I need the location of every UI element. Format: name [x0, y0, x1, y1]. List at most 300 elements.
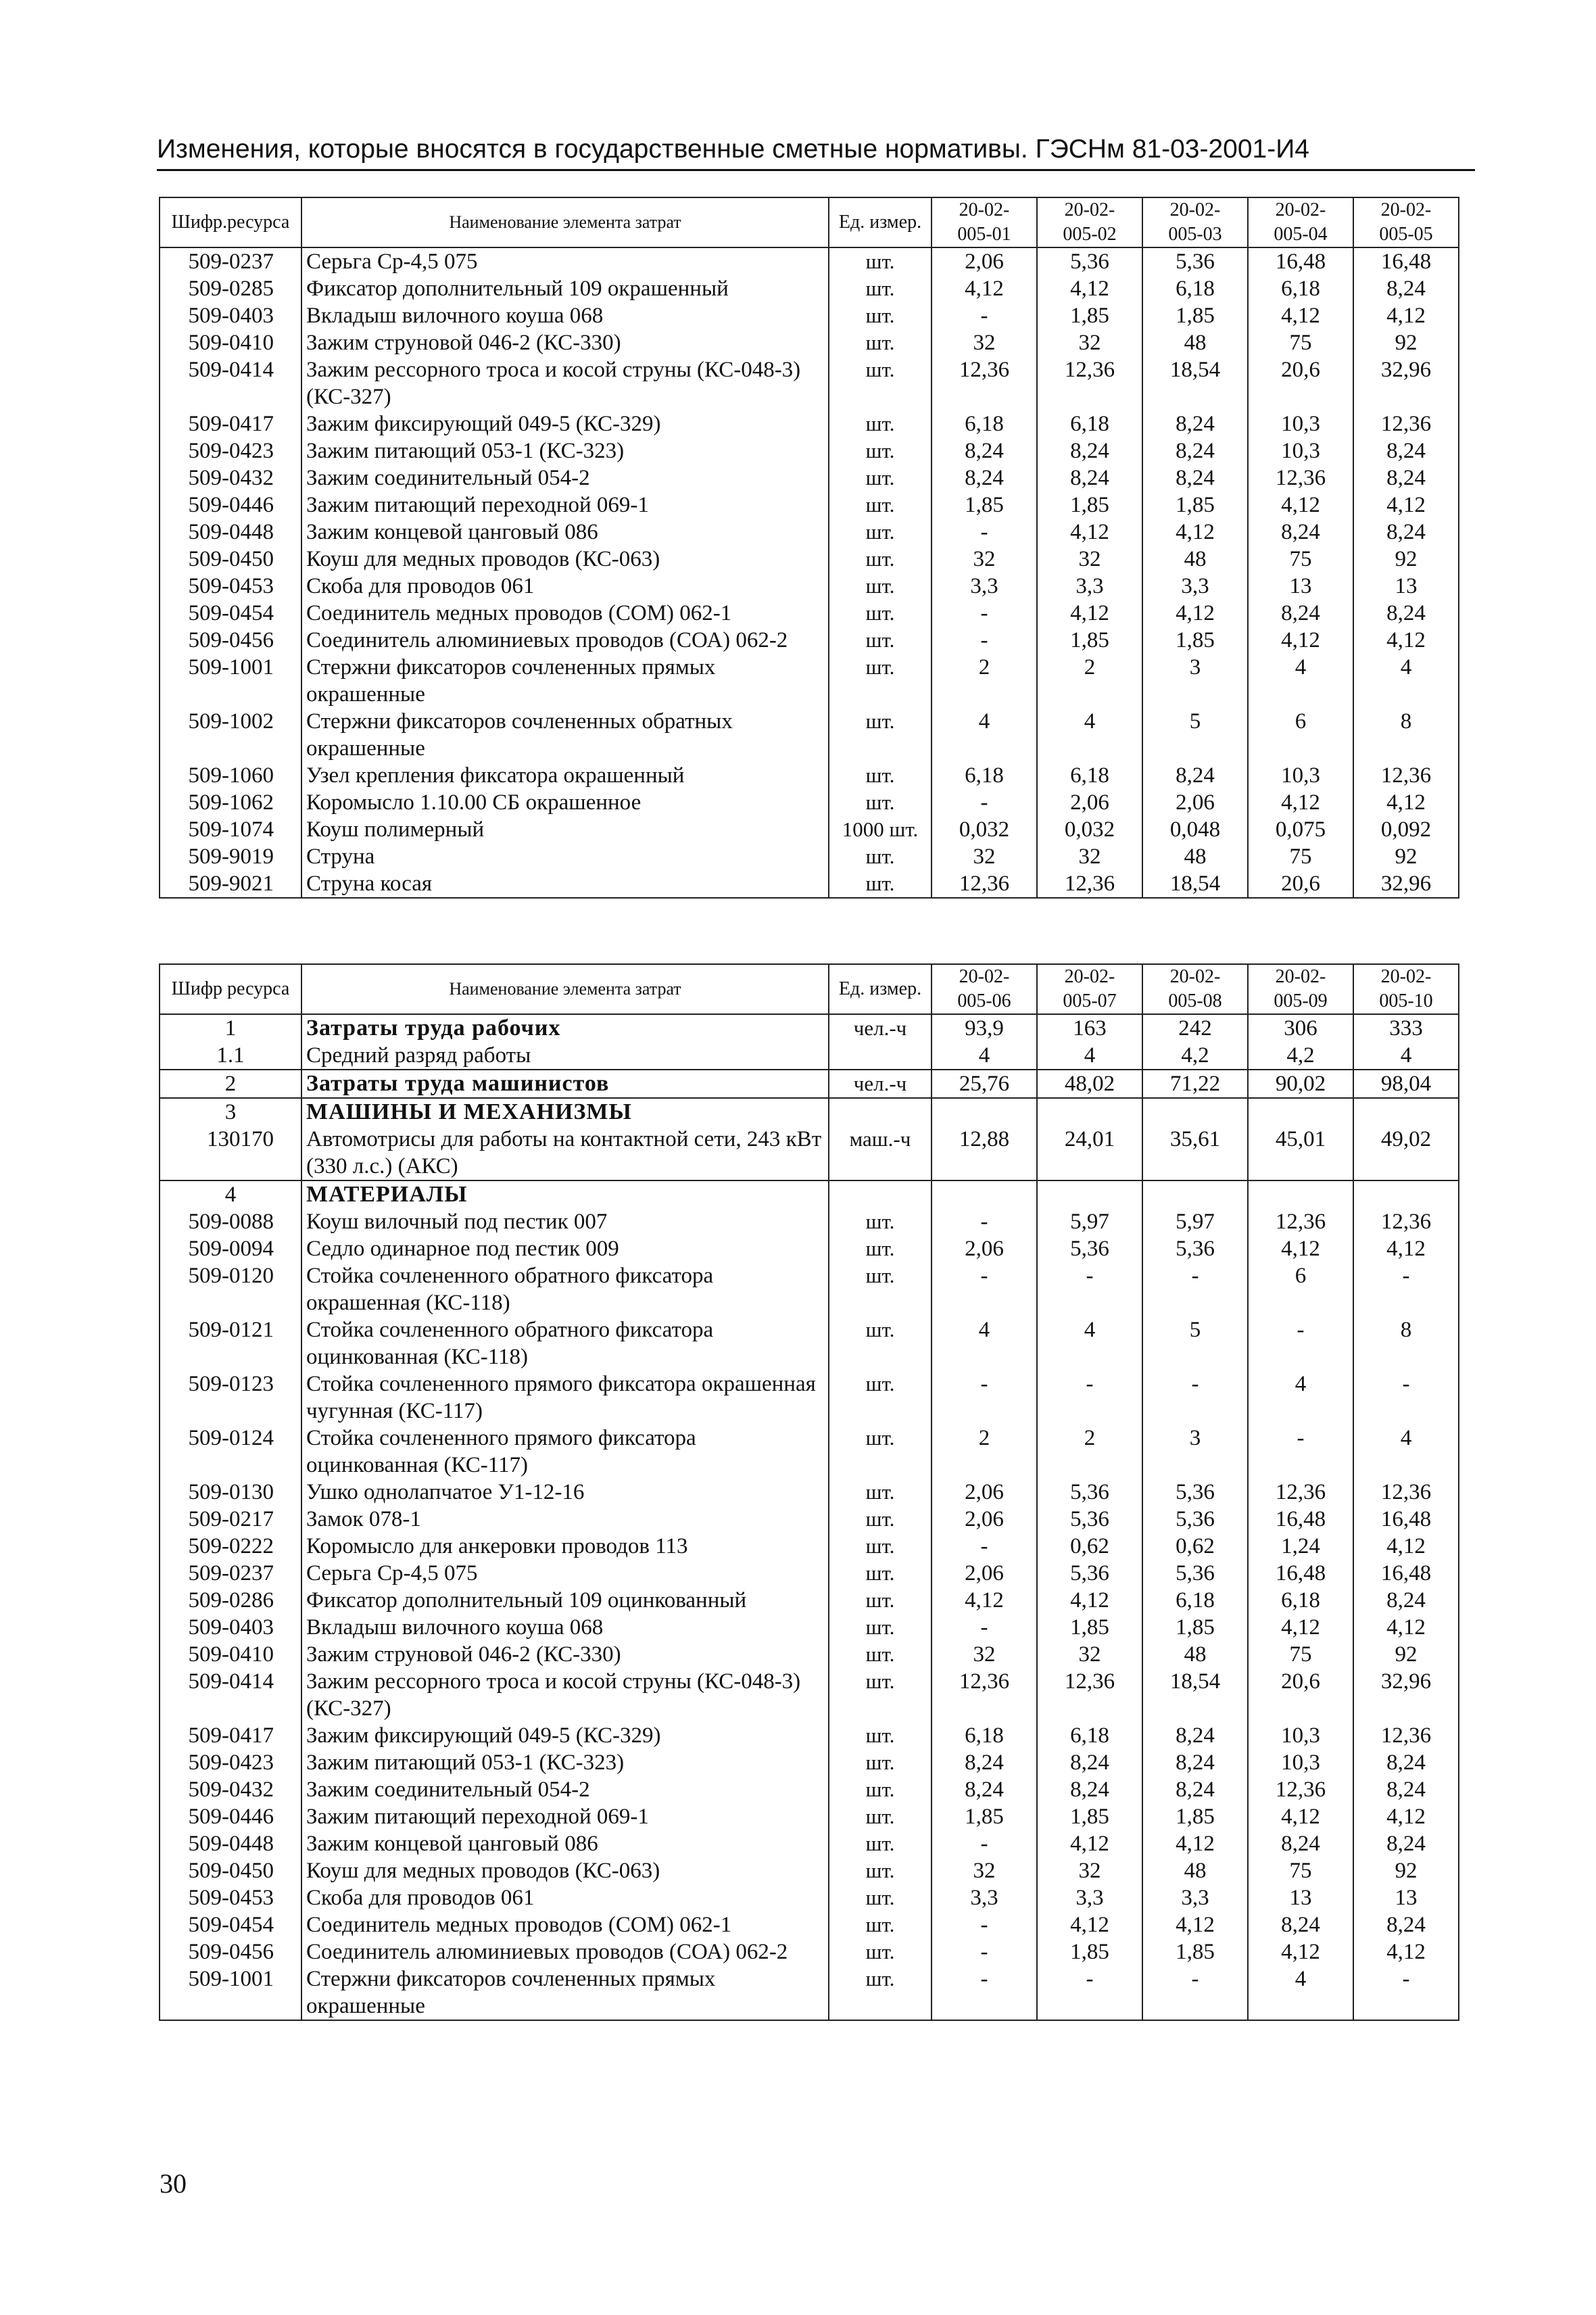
table-row — [160, 762, 1459, 789]
value-cell: 1,24 — [1248, 1533, 1353, 1560]
value-cell: 13 — [1353, 1884, 1459, 1911]
table-row — [160, 1042, 1459, 1070]
table-row — [160, 492, 1459, 519]
unit-cell: шт. — [829, 1830, 932, 1857]
cost-element-name-cell: Замок 078-1 — [301, 1506, 829, 1533]
table-row — [160, 1749, 1459, 1776]
cost-element-name-cell: Стержни фиксаторов сочлененных прямых окрашенные — [301, 1965, 829, 2020]
table-row — [160, 1506, 1459, 1533]
value-cell: 6 — [1248, 708, 1353, 762]
resource-code-cell: 2 — [160, 1070, 301, 1098]
unit-cell: шт. — [829, 1425, 932, 1479]
cost-element-name-cell: Соединитель медных проводов (СОМ) 062-1 — [301, 1911, 829, 1938]
value-cell — [1248, 1180, 1353, 1208]
value-cell: 6,18 — [932, 1722, 1037, 1749]
value-cell: 8,24 — [1142, 464, 1248, 492]
unit-cell: шт. — [829, 1938, 932, 1965]
value-cell: 4 — [1353, 1425, 1459, 1479]
cost-element-name-cell: Коуш полимерный — [301, 816, 829, 843]
value-cell: 4,12 — [1353, 1938, 1459, 1965]
column-header: 20-02- 005-02 — [1037, 197, 1142, 247]
cost-element-name-cell: Затраты труда рабочих — [301, 1014, 829, 1042]
value-cell: 4,12 — [1037, 519, 1142, 546]
value-cell: 0,62 — [1142, 1533, 1248, 1560]
table-row — [160, 1262, 1459, 1316]
column-header: 20-02- 005-09 — [1248, 964, 1353, 1014]
value-cell: 48 — [1142, 1857, 1248, 1884]
value-cell: 16,48 — [1353, 1506, 1459, 1533]
table-row — [160, 1938, 1459, 1965]
value-cell: 2,06 — [932, 247, 1037, 275]
table-row — [160, 627, 1459, 654]
unit-cell: шт. — [829, 708, 932, 762]
value-cell: 5,36 — [1142, 1235, 1248, 1262]
value-cell — [1353, 1180, 1459, 1208]
value-cell: 4,12 — [1353, 492, 1459, 519]
unit-cell: шт. — [829, 1316, 932, 1370]
table-row — [160, 600, 1459, 627]
cost-element-name-cell: Автомотрисы для работы на контактной сети, 243 кВт (330 л.с.) (АКС) — [301, 1126, 829, 1180]
resource-code-cell: 509-1001 — [160, 1965, 301, 2020]
value-cell: 16,48 — [1353, 1560, 1459, 1587]
value-cell: 18,54 — [1142, 356, 1248, 410]
cost-element-name-cell: Струна — [301, 843, 829, 870]
value-cell: 1,85 — [1037, 492, 1142, 519]
value-cell: 10,3 — [1248, 437, 1353, 464]
value-cell — [1142, 1180, 1248, 1208]
value-cell: - — [932, 519, 1037, 546]
resource-code-cell: 509-1002 — [160, 708, 301, 762]
value-cell: 75 — [1248, 1857, 1353, 1884]
unit-cell — [829, 1180, 932, 1208]
unit-cell: шт. — [829, 1884, 932, 1911]
table-row — [160, 573, 1459, 600]
table-row — [160, 708, 1459, 762]
value-cell: 8,24 — [1248, 1911, 1353, 1938]
resource-code-cell: 509-1062 — [160, 789, 301, 816]
cost-element-name-cell: Ушко однолапчатое У1-12-16 — [301, 1479, 829, 1506]
value-cell: 3 — [1142, 654, 1248, 708]
unit-cell: шт. — [829, 356, 932, 410]
value-cell: - — [1353, 1370, 1459, 1425]
table-row — [160, 410, 1459, 437]
value-cell: 12,36 — [932, 356, 1037, 410]
resource-code-cell: 4 — [160, 1180, 301, 1208]
unit-cell: шт. — [829, 1235, 932, 1262]
cost-element-name-cell: Серьга Ср-4,5 075 — [301, 247, 829, 275]
unit-cell: шт. — [829, 1262, 932, 1316]
cost-element-name-cell: Зажим фиксирующий 049-5 (КС-329) — [301, 1722, 829, 1749]
cost-element-name-cell: Коромысло 1.10.00 СБ окрашенное — [301, 789, 829, 816]
cost-element-name-cell: Зажим струновой 046-2 (КС-330) — [301, 329, 829, 356]
value-cell: 5,36 — [1037, 1560, 1142, 1587]
resource-code-cell: 509-0123 — [160, 1370, 301, 1425]
value-cell: 8,24 — [932, 1776, 1037, 1803]
resource-code-cell: 130170 — [160, 1126, 301, 1180]
value-cell: 4 — [932, 1042, 1037, 1070]
unit-cell: маш.-ч — [829, 1126, 932, 1180]
table-row — [160, 329, 1459, 356]
value-cell: 6,18 — [1037, 1722, 1142, 1749]
value-cell: 12,36 — [1353, 1479, 1459, 1506]
resource-code-cell: 509-0454 — [160, 600, 301, 627]
value-cell: 3 — [1142, 1425, 1248, 1479]
value-cell: 8,24 — [932, 464, 1037, 492]
value-cell: - — [1248, 1316, 1353, 1370]
unit-cell: шт. — [829, 1776, 932, 1803]
value-cell: 4,12 — [1248, 1938, 1353, 1965]
value-cell: 16,48 — [1248, 1560, 1353, 1587]
resource-code-cell: 509-0403 — [160, 1614, 301, 1641]
value-cell: 4,12 — [1037, 600, 1142, 627]
cost-element-name-cell: Вкладыш вилочного коуша 068 — [301, 1614, 829, 1641]
value-cell: 2,06 — [932, 1479, 1037, 1506]
value-cell: 75 — [1248, 843, 1353, 870]
value-cell: 0,62 — [1037, 1533, 1142, 1560]
cost-element-name-cell: Стойка сочлененного прямого фиксатора окрашенная чугунная (КС-117) — [301, 1370, 829, 1425]
resource-table-1 — [159, 197, 1459, 899]
unit-cell: шт. — [829, 1370, 932, 1425]
table-row — [160, 654, 1459, 708]
value-cell: - — [1142, 1370, 1248, 1425]
value-cell: - — [932, 1208, 1037, 1235]
value-cell: 8,24 — [932, 1749, 1037, 1776]
value-cell: 4,12 — [1353, 789, 1459, 816]
resource-code-cell: 509-0124 — [160, 1425, 301, 1479]
value-cell: 4 — [1248, 654, 1353, 708]
unit-cell: шт. — [829, 600, 932, 627]
unit-cell: шт. — [829, 247, 932, 275]
unit-cell: шт. — [829, 492, 932, 519]
table-row — [160, 1614, 1459, 1641]
value-cell: 48 — [1142, 1641, 1248, 1668]
value-cell: 20,6 — [1248, 870, 1353, 898]
value-cell: 1,85 — [1142, 1938, 1248, 1965]
value-cell: 1,85 — [1142, 1803, 1248, 1830]
unit-cell: шт. — [829, 1560, 932, 1587]
value-cell: 4 — [1037, 1316, 1142, 1370]
unit-cell: шт. — [829, 1208, 932, 1235]
value-cell: 16,48 — [1248, 1506, 1353, 1533]
value-cell: 4,12 — [1142, 1911, 1248, 1938]
table-row — [160, 1126, 1459, 1180]
cost-element-name-cell: Зажим питающий переходной 069-1 — [301, 1803, 829, 1830]
table-row — [160, 1776, 1459, 1803]
value-cell: 8,24 — [1037, 1749, 1142, 1776]
resource-code-cell: 509-0410 — [160, 1641, 301, 1668]
value-cell: 4,12 — [1353, 1614, 1459, 1641]
value-cell: 12,36 — [932, 870, 1037, 898]
value-cell: - — [932, 600, 1037, 627]
value-cell: 98,04 — [1353, 1070, 1459, 1098]
resource-code-cell: 509-0088 — [160, 1208, 301, 1235]
value-cell: 1,85 — [932, 1803, 1037, 1830]
table-row — [160, 519, 1459, 546]
value-cell: 4,12 — [1353, 1533, 1459, 1560]
value-cell: 3,3 — [932, 573, 1037, 600]
value-cell: 3,3 — [1142, 573, 1248, 600]
table-row — [160, 546, 1459, 573]
cost-element-name-cell: Коуш для медных проводов (КС-063) — [301, 1857, 829, 1884]
table-body — [160, 247, 1459, 898]
value-cell: 13 — [1248, 573, 1353, 600]
value-cell: 2 — [932, 1425, 1037, 1479]
value-cell: - — [1353, 1965, 1459, 2020]
table-row — [160, 870, 1459, 898]
resource-code-cell: 509-0120 — [160, 1262, 301, 1316]
value-cell: - — [932, 1965, 1037, 2020]
value-cell: 1,85 — [1142, 627, 1248, 654]
unit-cell: шт. — [829, 410, 932, 437]
table-row — [160, 1830, 1459, 1857]
value-cell: 1,85 — [1142, 302, 1248, 329]
table-row — [160, 1070, 1459, 1098]
column-header: Шифр.ресурса — [160, 197, 301, 247]
cost-element-name-cell: Зажим питающий 053-1 (КС-323) — [301, 437, 829, 464]
value-cell: 4,12 — [1248, 492, 1353, 519]
unit-cell: шт. — [829, 1668, 932, 1722]
value-cell: 6,18 — [1142, 1587, 1248, 1614]
value-cell: 45,01 — [1248, 1126, 1353, 1180]
unit-cell: шт. — [829, 1479, 932, 1506]
cost-element-name-cell: Зажим рессорного троса и косой струны (КС-048-3) (КС-327) — [301, 356, 829, 410]
value-cell: 1,85 — [1037, 627, 1142, 654]
cost-element-name-cell: Стойка сочлененного прямого фиксатора оцинкованная (КС-117) — [301, 1425, 829, 1479]
value-cell: 6 — [1248, 1262, 1353, 1316]
value-cell: 6,18 — [1037, 410, 1142, 437]
value-cell: 4,12 — [1248, 627, 1353, 654]
value-cell: 5 — [1142, 1316, 1248, 1370]
value-cell: 5,36 — [1142, 1560, 1248, 1587]
value-cell: 75 — [1248, 546, 1353, 573]
value-cell: 32 — [932, 329, 1037, 356]
value-cell: 6,18 — [1142, 275, 1248, 302]
column-header: Ед. измер. — [829, 197, 932, 247]
unit-cell: шт. — [829, 437, 932, 464]
page-number: 30 — [160, 2168, 187, 2199]
table-row — [160, 1370, 1459, 1425]
unit-cell: шт. — [829, 627, 932, 654]
resource-code-cell: 509-0432 — [160, 464, 301, 492]
value-cell: 12,88 — [932, 1126, 1037, 1180]
cost-element-name-cell: Зажим концевой цанговый 086 — [301, 1830, 829, 1857]
cost-element-name-cell: Зажим рессорного троса и косой струны (КС-048-3) (КС-327) — [301, 1668, 829, 1722]
value-cell: 10,3 — [1248, 762, 1353, 789]
cost-element-name-cell: Зажим питающий переходной 069-1 — [301, 492, 829, 519]
value-cell: 8,24 — [932, 437, 1037, 464]
value-cell: 8,24 — [1142, 410, 1248, 437]
value-cell: 13 — [1248, 1884, 1353, 1911]
cost-element-name-cell: Средний разряд работы — [301, 1042, 829, 1070]
value-cell — [1248, 1098, 1353, 1126]
value-cell: 4,12 — [1353, 1235, 1459, 1262]
cost-element-name-cell: Коромысло для анкеровки проводов 113 — [301, 1533, 829, 1560]
resource-code-cell: 509-0130 — [160, 1479, 301, 1506]
cost-element-name-cell: Затраты труда машинистов — [301, 1070, 829, 1098]
value-cell: 4 — [1037, 1042, 1142, 1070]
value-cell: 32 — [1037, 843, 1142, 870]
unit-cell: шт. — [829, 1722, 932, 1749]
table-row — [160, 1884, 1459, 1911]
value-cell: 8,24 — [1353, 275, 1459, 302]
column-header: 20-02- 005-05 — [1353, 197, 1459, 247]
value-cell: 1,85 — [932, 492, 1037, 519]
value-cell: 2,06 — [1037, 789, 1142, 816]
resource-code-cell: 509-0285 — [160, 275, 301, 302]
value-cell: 5,36 — [1142, 1479, 1248, 1506]
value-cell: 2,06 — [1142, 789, 1248, 816]
value-cell: 16,48 — [1248, 247, 1353, 275]
table-row — [160, 843, 1459, 870]
value-cell: 5,36 — [1142, 1506, 1248, 1533]
value-cell: 32,96 — [1353, 1668, 1459, 1722]
table-row — [160, 1965, 1459, 2020]
resource-code-cell: 509-0414 — [160, 1668, 301, 1722]
table-row — [160, 1479, 1459, 1506]
unit-cell: шт. — [829, 464, 932, 492]
value-cell: 12,36 — [1353, 1208, 1459, 1235]
unit-cell: шт. — [829, 302, 932, 329]
cost-element-name-cell: Зажим фиксирующий 049-5 (КС-329) — [301, 410, 829, 437]
value-cell — [1037, 1180, 1142, 1208]
resource-code-cell: 509-0453 — [160, 573, 301, 600]
value-cell: 5 — [1142, 708, 1248, 762]
cost-element-name-cell: Коуш вилочный под пестик 007 — [301, 1208, 829, 1235]
value-cell: 32 — [1037, 546, 1142, 573]
resource-code-cell: 509-1074 — [160, 816, 301, 843]
value-cell — [932, 1180, 1037, 1208]
value-cell: 8,24 — [1248, 1830, 1353, 1857]
column-header: 20-02- 005-06 — [932, 964, 1037, 1014]
table-row — [160, 1857, 1459, 1884]
resource-code-cell: 1.1 — [160, 1042, 301, 1070]
value-cell: 3,3 — [1037, 1884, 1142, 1911]
value-cell: 8,24 — [1037, 437, 1142, 464]
value-cell: 4 — [932, 708, 1037, 762]
unit-cell: 1000 шт. — [829, 816, 932, 843]
cost-element-name-cell: Коуш для медных проводов (КС-063) — [301, 546, 829, 573]
table-row — [160, 1560, 1459, 1587]
value-cell: 2 — [932, 654, 1037, 708]
resource-code-cell: 509-0448 — [160, 1830, 301, 1857]
table-body — [160, 1014, 1459, 2020]
value-cell: - — [1248, 1425, 1353, 1479]
resource-code-cell: 509-0403 — [160, 302, 301, 329]
value-cell: - — [932, 1533, 1037, 1560]
value-cell: - — [932, 1938, 1037, 1965]
resource-code-cell: 509-0217 — [160, 1506, 301, 1533]
value-cell: 8,24 — [1353, 464, 1459, 492]
value-cell: 25,76 — [932, 1070, 1037, 1098]
cost-element-name-cell: Фиксатор дополнительный 109 оцинкованный — [301, 1587, 829, 1614]
value-cell: 92 — [1353, 1857, 1459, 1884]
resource-code-cell: 509-0094 — [160, 1235, 301, 1262]
value-cell: 1,85 — [1037, 1938, 1142, 1965]
table-row — [160, 1208, 1459, 1235]
value-cell — [1142, 1098, 1248, 1126]
column-header: 20-02- 005-01 — [932, 197, 1037, 247]
value-cell: 3,3 — [1142, 1884, 1248, 1911]
unit-cell: шт. — [829, 1803, 932, 1830]
unit-cell: шт. — [829, 519, 932, 546]
unit-cell: шт. — [829, 546, 932, 573]
resource-code-cell: 509-0417 — [160, 410, 301, 437]
resource-code-cell: 509-0414 — [160, 356, 301, 410]
value-cell: 333 — [1353, 1014, 1459, 1042]
resource-code-cell: 509-0121 — [160, 1316, 301, 1370]
table-row — [160, 1316, 1459, 1370]
value-cell: 4,12 — [1142, 600, 1248, 627]
value-cell: 8 — [1353, 1316, 1459, 1370]
cost-element-name-cell: Скоба для проводов 061 — [301, 573, 829, 600]
resource-code-cell: 3 — [160, 1098, 301, 1126]
value-cell: 20,6 — [1248, 1668, 1353, 1722]
value-cell: 5,36 — [1037, 247, 1142, 275]
cost-element-name-cell: Стержни фиксаторов сочлененных обратных окрашенные — [301, 708, 829, 762]
value-cell: 4,12 — [1037, 1830, 1142, 1857]
value-cell: 8,24 — [1142, 1722, 1248, 1749]
cost-element-name-cell: Соединитель медных проводов (СОМ) 062-1 — [301, 600, 829, 627]
value-cell: 18,54 — [1142, 870, 1248, 898]
table-row — [160, 275, 1459, 302]
value-cell: 90,02 — [1248, 1070, 1353, 1098]
unit-cell: шт. — [829, 843, 932, 870]
resource-code-cell: 509-0410 — [160, 329, 301, 356]
unit-cell: шт. — [829, 870, 932, 898]
value-cell: 10,3 — [1248, 1722, 1353, 1749]
value-cell: 12,36 — [1248, 464, 1353, 492]
value-cell: 20,6 — [1248, 356, 1353, 410]
resource-code-cell: 509-0456 — [160, 1938, 301, 1965]
value-cell — [1037, 1098, 1142, 1126]
value-cell: 306 — [1248, 1014, 1353, 1042]
value-cell: - — [932, 302, 1037, 329]
value-cell: 3,3 — [932, 1884, 1037, 1911]
value-cell: 1,85 — [1037, 1803, 1142, 1830]
value-cell: 4,12 — [1353, 627, 1459, 654]
cost-element-name-cell: МАШИНЫ И МЕХАНИЗМЫ — [301, 1098, 829, 1126]
value-cell: 48 — [1142, 843, 1248, 870]
resource-code-cell: 509-0456 — [160, 627, 301, 654]
value-cell: 4,2 — [1142, 1042, 1248, 1070]
value-cell: 48 — [1142, 329, 1248, 356]
table-row — [160, 247, 1459, 275]
cost-element-name-cell: Зажим соединительный 054-2 — [301, 1776, 829, 1803]
value-cell: 4,12 — [1353, 302, 1459, 329]
value-cell: 8,24 — [1353, 1776, 1459, 1803]
value-cell: 32 — [1037, 1857, 1142, 1884]
table-row — [160, 302, 1459, 329]
value-cell: 75 — [1248, 329, 1353, 356]
value-cell: 35,61 — [1142, 1126, 1248, 1180]
value-cell: 6,18 — [1037, 762, 1142, 789]
table-row — [160, 1235, 1459, 1262]
value-cell: - — [932, 1370, 1037, 1425]
value-cell: 12,36 — [1037, 870, 1142, 898]
cost-element-name-cell: Узел крепления фиксатора окрашенный — [301, 762, 829, 789]
unit-cell: шт. — [829, 329, 932, 356]
unit-cell: шт. — [829, 762, 932, 789]
table-row — [160, 1911, 1459, 1938]
table-row — [160, 1722, 1459, 1749]
value-cell: 32 — [1037, 329, 1142, 356]
value-cell: 12,36 — [1353, 762, 1459, 789]
value-cell: 4,12 — [1248, 1803, 1353, 1830]
value-cell: 4,12 — [1248, 1614, 1353, 1641]
value-cell: 32 — [932, 546, 1037, 573]
value-cell: 0,092 — [1353, 816, 1459, 843]
value-cell: 71,22 — [1142, 1070, 1248, 1098]
